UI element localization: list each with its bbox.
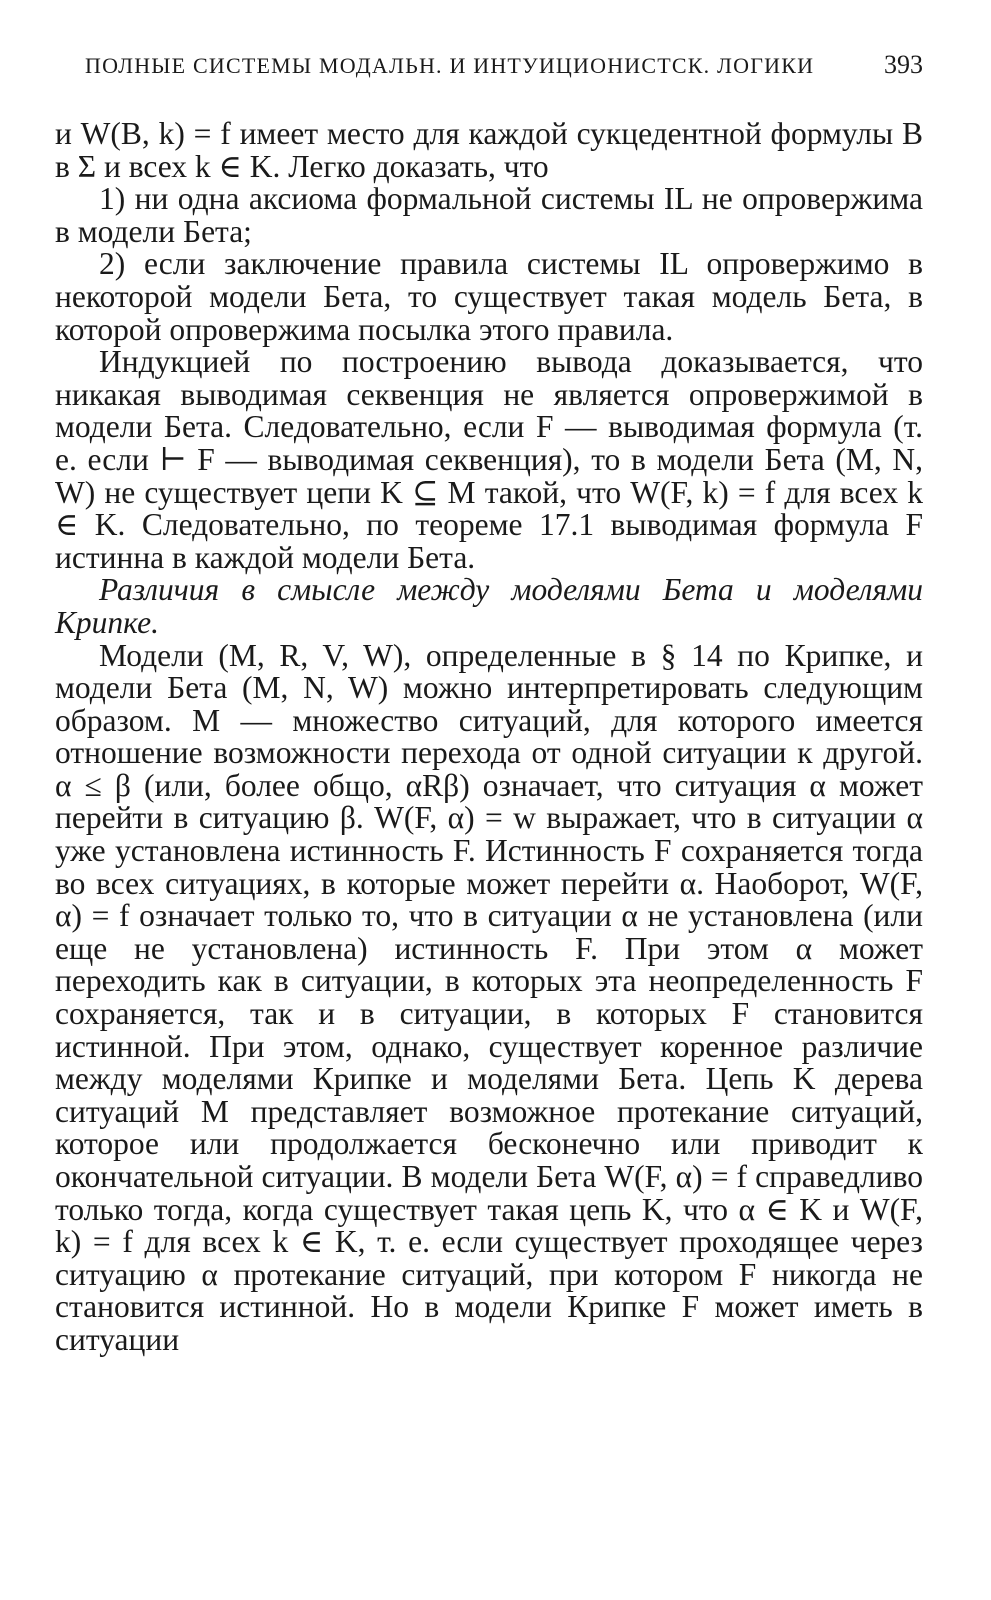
paragraph-continuation: и W(B, k) = f имеет место для каждой сукцедентной формулы B в Σ и всех k ∈ K. Легко доказать, что [55,116,923,184]
running-header [85,50,923,80]
list-item-1: 1) ни одна аксиома формальной системы IL не опровержима в модели Бета; [55,181,923,249]
list-item-2: 2) если заключение правила системы IL опровержимо в некоторой модели Бета, то существует такая модель Бета, в которой опровержима посылка этого правила. [55,246,923,347]
page-body [55,118,923,1357]
paragraph-interpretation: Модели (M, R, V, W), определенные в § 14 по Крипке, и модели Бета (M, N, W) можно интерпретировать следующим образом. M — множество ситуаций, для которого имеется отношение возможности перехода от одной ситуации к другой. α ≤ β (или, более общо, αRβ) означает, что ситуация α может перейти в ситуацию β. W(F, α) = w выражает, что в ситуации α уже установлена истинность F. Истинность F сохраняется тогда во всех ситуациях, в которые может перейти α. Наоборот, W(F, α) = f означает только то, что в ситуации α не установлена (или еще не установлена) истинность F. При этом α может переходить как в ситуации, в которых эта неопределенность F сохраняется, так и в ситуации, в которых F становится истинной. При этом, однако, существует коренное различие между моделями Крипке и моделями Бета. Цепь K дерева ситуаций M представляет возможное протекание ситуаций, которое или продолжается бесконечно или приводит к окончательной ситуации. В модели Бета W(F, α) = f справедливо только тогда, когда существует такая цепь K, что α ∈ K и W(F, k) = f для всех k ∈ K, т. е. если существует проходящее через ситуацию α протекание ситуаций, при котором F никогда не становится истинной. Но в модели Крипке F может иметь в ситуации [55,637,923,1357]
paragraph-induction: Индукцией по построению вывода доказывается, что никакая выводимая секвенция не является опровержимой в модели Бета. Следовательно, если F — выводимая формула (т. е. если ⊢ F — выводимая секвенция), то в модели Бета (M, N, W) не существует цепи K ⊆ M такой, что W(F, k) = f для всех k ∈ K. Следовательно, по теореме 17.1 выводимая формула F истинна в каждой модели Бета. [55,344,923,575]
section-heading: Различия в смысле между моделями Бета и моделями Крипке. [55,572,923,640]
page-number: 393 [884,50,923,79]
book-page [55,40,923,1570]
running-title: ПОЛНЫЕ СИСТЕМЫ МОДАЛЬН. И ИНТУИЦИОНИСТСК. ЛОГИКИ [85,53,815,78]
